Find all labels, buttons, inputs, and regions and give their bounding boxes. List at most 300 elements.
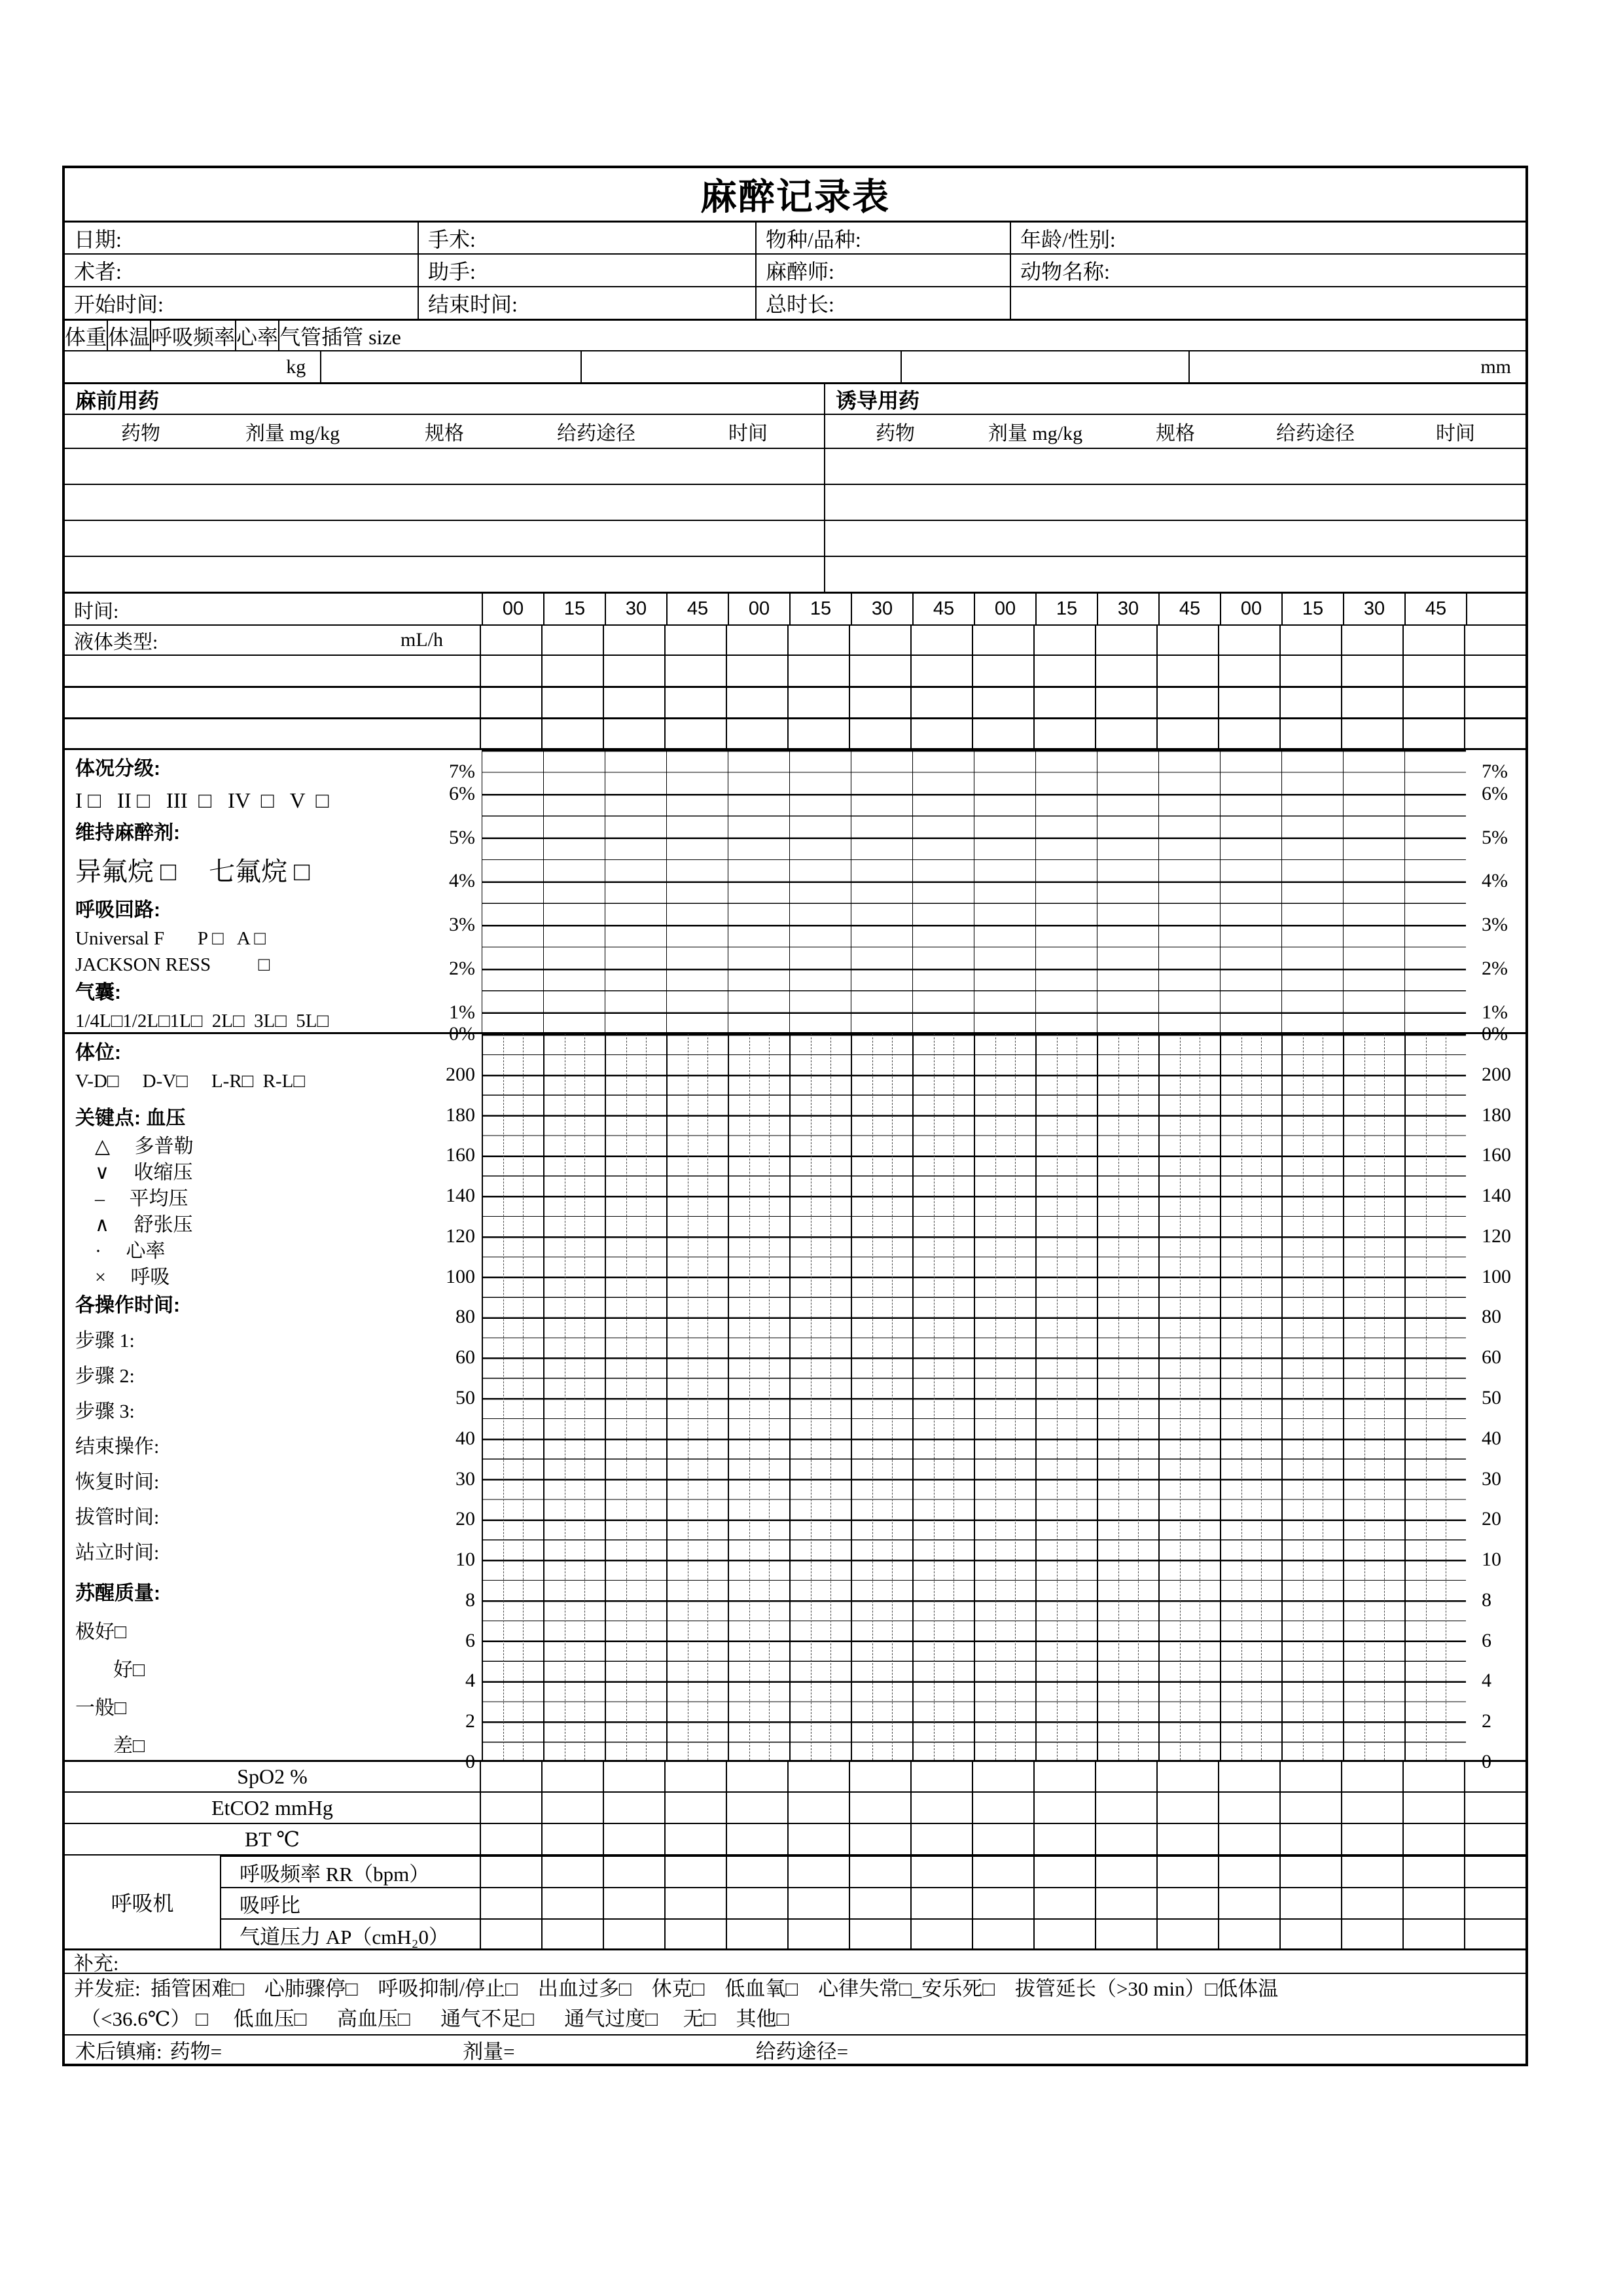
- time-slot-row: [65, 592, 1525, 624]
- drug-entry-row: [65, 520, 1525, 556]
- grid-cell[interactable]: [726, 1824, 787, 1854]
- medication-columns-row: [65, 414, 1525, 448]
- grid-cell[interactable]: [1279, 688, 1341, 717]
- chart-column: [605, 1034, 666, 1760]
- grid-cell[interactable]: [1033, 1888, 1095, 1918]
- fluid-unit-label: mL/h: [401, 629, 443, 651]
- grid-cell[interactable]: [480, 626, 541, 655]
- surgeon-field[interactable]: 术者:: [74, 260, 122, 283]
- grid-cell[interactable]: [972, 1762, 1033, 1791]
- grid-cell[interactable]: [1341, 688, 1402, 717]
- induction-entry[interactable]: [824, 521, 1525, 556]
- grid-cell[interactable]: [1402, 1793, 1464, 1823]
- grid-cell[interactable]: [1033, 626, 1095, 655]
- grid-cell[interactable]: [910, 1762, 972, 1791]
- grid-cell[interactable]: [1402, 1824, 1464, 1854]
- panel-line[interactable]: 极好□: [75, 1621, 127, 1643]
- chart-column: [1404, 750, 1466, 1032]
- grid-cell[interactable]: [787, 626, 849, 655]
- panel-line[interactable]: Universal F P □ A □: [75, 928, 266, 949]
- grid-cell[interactable]: [1279, 1793, 1341, 1823]
- grid-cell[interactable]: [480, 1888, 541, 1918]
- grid-cell[interactable]: [726, 626, 787, 655]
- grid-cell[interactable]: [1279, 1920, 1341, 1950]
- grid-cell[interactable]: [787, 1824, 849, 1854]
- grid-cell[interactable]: [1156, 1920, 1218, 1950]
- panel-line[interactable]: V-D□ D-V□ L-R□ R-L□: [75, 1071, 305, 1092]
- grid-cell[interactable]: [972, 626, 1033, 655]
- grid-cell[interactable]: [1402, 1762, 1464, 1791]
- surgery-field[interactable]: 手术:: [418, 223, 755, 253]
- grid-cell[interactable]: [541, 656, 603, 686]
- grid-cell[interactable]: [787, 1793, 849, 1823]
- grid-cell[interactable]: [541, 1824, 603, 1854]
- vitals-header-cell: 体温: [107, 321, 150, 350]
- grid-cell[interactable]: [849, 719, 910, 748]
- bt-label: BT ℃: [244, 1827, 300, 1851]
- premed-entry[interactable]: [65, 485, 824, 520]
- grid-cell[interactable]: [910, 719, 972, 748]
- premed-entry[interactable]: [65, 557, 824, 592]
- grid-cell[interactable]: [972, 1888, 1033, 1918]
- grid-cell[interactable]: [1464, 1824, 1525, 1854]
- grid-cell[interactable]: [541, 1920, 603, 1950]
- panel-line: 站立时间:: [75, 1542, 160, 1564]
- supplement-row[interactable]: [65, 1948, 1525, 1973]
- chart-column: [1097, 1034, 1158, 1760]
- start-time-field[interactable]: 开始时间:: [74, 293, 164, 316]
- chart-column: [912, 750, 974, 1032]
- grid-cell[interactable]: [726, 688, 787, 717]
- panel-line: △ 多普勒: [95, 1136, 194, 1157]
- title-row: [65, 168, 1525, 221]
- grid-cell[interactable]: [603, 626, 664, 655]
- etco2-row: [65, 1791, 1525, 1823]
- grid-cell[interactable]: [541, 626, 603, 655]
- axis-label: 7%: [1482, 761, 1508, 783]
- grid-cell[interactable]: [664, 1762, 726, 1791]
- grid-cell[interactable]: [1156, 1857, 1218, 1887]
- ventilator-rr-row: [221, 1856, 1525, 1887]
- grid-cell[interactable]: [1156, 626, 1218, 655]
- heart-rate-value-cell[interactable]: [901, 351, 1188, 382]
- axis-label: 3%: [1482, 914, 1508, 936]
- axis-label: 30: [1482, 1467, 1501, 1490]
- grid-cell[interactable]: [1033, 1793, 1095, 1823]
- grid-cell[interactable]: [1341, 1762, 1402, 1791]
- column-header: 剂量 mg/kg: [245, 423, 340, 444]
- vitals-value-row: [65, 350, 1525, 382]
- grid-cell[interactable]: [1095, 719, 1156, 748]
- panel-line[interactable]: 异氟烷 □ 七氟烷 □: [75, 857, 310, 886]
- postop-route-field[interactable]: 给药途径=: [755, 2040, 849, 2063]
- grid-cell[interactable]: [849, 688, 910, 717]
- induction-entry[interactable]: [824, 485, 1525, 520]
- grid-cell[interactable]: [1279, 626, 1341, 655]
- panel-line[interactable]: I □ II □ III □ IV □ V □: [75, 789, 329, 813]
- grid-cell[interactable]: [603, 1824, 664, 1854]
- premed-entry[interactable]: [65, 449, 824, 484]
- grid-cell[interactable]: [787, 1857, 849, 1887]
- vitals-grid: [482, 1034, 1466, 1760]
- column-header: 规格: [425, 423, 464, 444]
- grid-cell[interactable]: [1033, 719, 1095, 748]
- grid-cell[interactable]: [1402, 688, 1464, 717]
- grid-cell[interactable]: [910, 1824, 972, 1854]
- grid-cell[interactable]: [603, 1920, 664, 1950]
- legend-panel-lines: [75, 1038, 416, 1761]
- end-time-field[interactable]: 结束时间:: [418, 287, 755, 319]
- grid-cell[interactable]: [1156, 719, 1218, 748]
- grid-cell[interactable]: [849, 1762, 910, 1791]
- grid-cell[interactable]: [1341, 1793, 1402, 1823]
- species-field[interactable]: 物种/品种:: [755, 223, 1010, 253]
- chart-column: [728, 750, 789, 1032]
- grid-cell[interactable]: [480, 688, 541, 717]
- chart-column: [1404, 1034, 1466, 1760]
- axis-label: 180: [1482, 1103, 1511, 1126]
- axis-label: 5%: [449, 826, 475, 848]
- premed-title: 麻前用药: [75, 388, 160, 412]
- grid-cell[interactable]: [1464, 1857, 1525, 1887]
- grid-cell[interactable]: [726, 1857, 787, 1887]
- grid-cell[interactable]: [910, 656, 972, 686]
- grid-cell[interactable]: [726, 1888, 787, 1918]
- grid-cell[interactable]: [1156, 1888, 1218, 1918]
- grid-cell[interactable]: [849, 1793, 910, 1823]
- grid-cell[interactable]: [1218, 1793, 1279, 1823]
- age-sex-field[interactable]: 年龄/性别:: [1010, 223, 1525, 253]
- grid-cell[interactable]: [1279, 1888, 1341, 1918]
- grid-cell[interactable]: [1341, 626, 1402, 655]
- grid-cell[interactable]: [603, 1793, 664, 1823]
- weight-value-cell[interactable]: kg: [286, 355, 306, 378]
- grid-cell[interactable]: [910, 626, 972, 655]
- grid-cell[interactable]: [787, 656, 849, 686]
- column-header: 剂量 mg/kg: [988, 423, 1083, 444]
- ventilator-ap-row: [221, 1918, 1525, 1950]
- fluid-cells: [480, 626, 1525, 655]
- grid-cell[interactable]: [1464, 1793, 1525, 1823]
- percent-axis-left: [419, 750, 482, 1045]
- panel-line[interactable]: 好□: [113, 1659, 145, 1681]
- grid-cell[interactable]: [910, 1888, 972, 1918]
- grid-cell[interactable]: [972, 688, 1033, 717]
- grid-cell[interactable]: [480, 1762, 541, 1791]
- grid-cell[interactable]: [1464, 1888, 1525, 1918]
- grid-cell[interactable]: [480, 1824, 541, 1854]
- axis-label: 60: [455, 1346, 475, 1369]
- grid-cell[interactable]: [1341, 1888, 1402, 1918]
- panel-line[interactable]: 一般□: [75, 1697, 127, 1719]
- grid-cell[interactable]: [1156, 688, 1218, 717]
- chart-column: [1158, 750, 1220, 1032]
- grid-cell[interactable]: [603, 1762, 664, 1791]
- postop-drug-field[interactable]: 药物=: [169, 2040, 223, 2063]
- postop-dose-field[interactable]: 剂量=: [463, 2040, 515, 2063]
- grid-cell[interactable]: [1218, 1888, 1279, 1918]
- grid-cell[interactable]: [1464, 1762, 1525, 1791]
- respiration-value-cell[interactable]: [580, 351, 901, 382]
- grid-cell[interactable]: [1218, 1824, 1279, 1854]
- panel-line[interactable]: JACKSON RESS □: [75, 954, 270, 975]
- axis-label: 4%: [449, 870, 475, 892]
- grid-cell[interactable]: [726, 719, 787, 748]
- grid-cell[interactable]: [1156, 1762, 1218, 1791]
- grid-cell[interactable]: [972, 1857, 1033, 1887]
- info-blank-cell[interactable]: [1010, 287, 1525, 319]
- grid-cell[interactable]: [664, 626, 726, 655]
- grid-cell[interactable]: [1033, 1824, 1095, 1854]
- axis-label: 50: [455, 1387, 475, 1408]
- panel-line: 苏醒质量:: [75, 1583, 160, 1604]
- grid-cell[interactable]: [1279, 1824, 1341, 1854]
- grid-cell[interactable]: [1464, 719, 1525, 748]
- grid-cell[interactable]: [849, 656, 910, 686]
- grid-cell[interactable]: [1464, 626, 1525, 655]
- bt-row: [65, 1823, 1525, 1854]
- chart-column: [1097, 750, 1158, 1032]
- temperature-value-cell[interactable]: [320, 351, 580, 382]
- assistant-field[interactable]: 助手:: [418, 255, 755, 286]
- complications-line-1[interactable]: 并发症: 插管困难□ 心肺骤停□ 呼吸抑制/停止□ 出血过多□ 休克□ 低血氧□ 心律失常□_安乐死□ 拔管延长（>30 min）□低体温: [74, 1977, 1279, 2000]
- grid-cell[interactable]: [787, 1762, 849, 1791]
- ventilator-label: 呼吸机: [65, 1856, 221, 1948]
- grid-cell[interactable]: [541, 688, 603, 717]
- chart-column: [1035, 1034, 1097, 1760]
- grid-cell[interactable]: [1033, 1920, 1095, 1950]
- grid-cell[interactable]: [972, 1824, 1033, 1854]
- grid-cell[interactable]: [1095, 1762, 1156, 1791]
- grid-cell[interactable]: [1218, 1920, 1279, 1950]
- grid-cell[interactable]: [603, 1857, 664, 1887]
- grid-cell[interactable]: [849, 1824, 910, 1854]
- axis-label: 4%: [1482, 870, 1508, 892]
- grid-cell[interactable]: [787, 1920, 849, 1950]
- drug-entry-row: [65, 556, 1525, 592]
- grid-cell[interactable]: [664, 719, 726, 748]
- grid-cell[interactable]: [1033, 688, 1095, 717]
- rr-label: 呼吸频率 RR（bpm）: [240, 1862, 430, 1886]
- grid-cell[interactable]: [664, 656, 726, 686]
- premed-columns: [65, 415, 824, 448]
- grid-cell[interactable]: [1402, 656, 1464, 686]
- grid-cell[interactable]: [1156, 1793, 1218, 1823]
- grid-cell[interactable]: [480, 656, 541, 686]
- grid-cell[interactable]: [972, 719, 1033, 748]
- grid-cell[interactable]: [664, 1793, 726, 1823]
- grid-cell[interactable]: [1218, 719, 1279, 748]
- grid-cell[interactable]: [1218, 688, 1279, 717]
- grid-cell[interactable]: [1218, 626, 1279, 655]
- fluid-blank-label[interactable]: [65, 656, 480, 686]
- tube-size-value-cell[interactable]: mm: [1188, 351, 1525, 382]
- axis-label: 60: [1482, 1346, 1501, 1369]
- axis-label: 120: [446, 1225, 475, 1247]
- grid-cell[interactable]: [541, 1762, 603, 1791]
- grid-cell[interactable]: [1218, 1857, 1279, 1887]
- induction-entry[interactable]: [824, 449, 1525, 484]
- time-slot: 45: [1404, 594, 1466, 624]
- fluid-blank-row: [65, 717, 1525, 748]
- grid-cell[interactable]: [849, 626, 910, 655]
- grid-cell[interactable]: [726, 656, 787, 686]
- grid-cell[interactable]: [1402, 626, 1464, 655]
- induction-entry[interactable]: [824, 557, 1525, 592]
- grid-cell[interactable]: [603, 1888, 664, 1918]
- grid-cell[interactable]: [1279, 1857, 1341, 1887]
- etco2-label: EtCO2 mmHg: [211, 1795, 333, 1820]
- grid-cell[interactable]: [910, 1920, 972, 1950]
- grid-cell[interactable]: [1402, 1920, 1464, 1950]
- grid-cell[interactable]: [910, 688, 972, 717]
- grid-cell[interactable]: [480, 1920, 541, 1950]
- grid-cell[interactable]: [1095, 656, 1156, 686]
- grid-cell[interactable]: [541, 1857, 603, 1887]
- time-slots: [482, 594, 1466, 624]
- chart-column: [974, 1034, 1035, 1760]
- grid-cell[interactable]: [1095, 626, 1156, 655]
- grid-cell[interactable]: [1464, 656, 1525, 686]
- axis-label: 1%: [449, 1001, 475, 1023]
- percent-grid: [482, 750, 1466, 1032]
- grid-cell[interactable]: [1095, 1888, 1156, 1918]
- grid-cell[interactable]: [1033, 1857, 1095, 1887]
- time-slot-extra[interactable]: [1466, 594, 1525, 624]
- grid-cell[interactable]: [787, 1888, 849, 1918]
- grid-cell[interactable]: [664, 688, 726, 717]
- grid-cell[interactable]: [1279, 719, 1341, 748]
- grid-cell[interactable]: [910, 1857, 972, 1887]
- column-header: 规格: [1156, 423, 1195, 444]
- grid-cell[interactable]: [1218, 1762, 1279, 1791]
- fluid-blank-row: [65, 655, 1525, 686]
- total-duration-field[interactable]: 总时长:: [755, 287, 1010, 319]
- panel-line[interactable]: 差□: [113, 1735, 145, 1757]
- grid-cell[interactable]: [849, 1920, 910, 1950]
- grid-cell[interactable]: [787, 688, 849, 717]
- date-field[interactable]: 日期:: [74, 227, 122, 251]
- chart-column: [543, 750, 605, 1032]
- grid-cell[interactable]: [480, 719, 541, 748]
- grid-cell[interactable]: [1341, 1857, 1402, 1887]
- grid-cell[interactable]: [1033, 656, 1095, 686]
- grid-cell[interactable]: [1402, 1888, 1464, 1918]
- panel-line: 步骤 1:: [75, 1330, 135, 1352]
- vitals-header-cell: 心率: [235, 321, 278, 350]
- ie-ratio-label: 吸呼比: [240, 1893, 300, 1917]
- grid-cell[interactable]: [541, 1888, 603, 1918]
- axis-label: 200: [446, 1063, 475, 1085]
- chart-column: [666, 1034, 728, 1760]
- axis-label: 10: [455, 1549, 475, 1571]
- grid-cell[interactable]: [480, 1793, 541, 1823]
- complications-line-2[interactable]: （<36.6℃） □ 低血压□ 高血压□ 通气不足□ 通气过度□ 无□ 其他□: [80, 2007, 789, 2030]
- grid-cell[interactable]: [1402, 1857, 1464, 1887]
- grid-cell[interactable]: [1218, 656, 1279, 686]
- grid-cell[interactable]: [1341, 719, 1402, 748]
- axis-label: 30: [455, 1467, 475, 1490]
- grid-cell[interactable]: [1402, 719, 1464, 748]
- anesthetist-field[interactable]: 麻醉师:: [755, 255, 1010, 286]
- axis-label: 6: [465, 1629, 475, 1651]
- medication-section-header: [65, 382, 1525, 414]
- grid-cell[interactable]: [664, 1857, 726, 1887]
- grid-cell[interactable]: [726, 1920, 787, 1950]
- axis-label: 7%: [449, 761, 475, 783]
- grid-cell[interactable]: [541, 1793, 603, 1823]
- grid-cell[interactable]: [972, 1920, 1033, 1950]
- grid-cell[interactable]: [480, 1857, 541, 1887]
- fluid-blank-label[interactable]: [65, 688, 480, 717]
- panel-line: 关键点: 血压: [75, 1107, 186, 1129]
- panel-line: 步骤 3:: [75, 1401, 135, 1422]
- time-slot: 45: [666, 594, 728, 624]
- grid-cell[interactable]: [1279, 656, 1341, 686]
- info-row-3: [65, 286, 1525, 319]
- grid-cell[interactable]: [1095, 1824, 1156, 1854]
- grid-cell[interactable]: [1341, 656, 1402, 686]
- grid-cell[interactable]: [664, 1888, 726, 1918]
- grid-cell[interactable]: [849, 1888, 910, 1918]
- time-slot: 30: [1343, 594, 1404, 624]
- grid-cell[interactable]: [1464, 1920, 1525, 1950]
- grid-cell[interactable]: [1341, 1824, 1402, 1854]
- grid-cell[interactable]: [1156, 656, 1218, 686]
- grid-cell[interactable]: [603, 656, 664, 686]
- panel-line[interactable]: 1/4L□1/2L□1L□ 2L□ 3L□ 5L□: [75, 1011, 329, 1031]
- grid-cell[interactable]: [1464, 688, 1525, 717]
- axis-label: 200: [1482, 1063, 1511, 1085]
- grid-cell[interactable]: [726, 1793, 787, 1823]
- anesthesia-record-form: [62, 166, 1528, 2066]
- grid-cell[interactable]: [664, 1920, 726, 1950]
- axis-label: 20: [1482, 1508, 1501, 1530]
- panel-line: 步骤 2:: [75, 1365, 135, 1387]
- grid-cell[interactable]: [910, 1793, 972, 1823]
- grid-cell[interactable]: [1341, 1920, 1402, 1950]
- grid-cell[interactable]: [1033, 1762, 1095, 1791]
- premed-entry[interactable]: [65, 521, 824, 556]
- axis-label: 160: [1482, 1144, 1511, 1166]
- grid-cell[interactable]: [849, 1857, 910, 1887]
- grid-cell[interactable]: [1279, 1762, 1341, 1791]
- axis-label: 40: [455, 1427, 475, 1449]
- grid-cell[interactable]: [603, 688, 664, 717]
- fluid-blank-label[interactable]: [65, 719, 480, 748]
- panel-line: 体位:: [75, 1042, 121, 1064]
- chart-column: [789, 1034, 851, 1760]
- grid-cell[interactable]: [972, 1793, 1033, 1823]
- vitals-header-cell: 体重: [65, 325, 107, 349]
- chart-column: [1343, 1034, 1404, 1760]
- panel-line: 呼吸回路:: [75, 899, 160, 921]
- grid-cell[interactable]: [603, 719, 664, 748]
- grid-cell[interactable]: [1156, 1824, 1218, 1854]
- grid-cell[interactable]: [664, 1824, 726, 1854]
- grid-cell[interactable]: [541, 719, 603, 748]
- grid-cell[interactable]: [1095, 1793, 1156, 1823]
- grid-cell[interactable]: [972, 656, 1033, 686]
- grid-cell[interactable]: [726, 1762, 787, 1791]
- axis-label: 160: [446, 1144, 475, 1166]
- animal-name-field[interactable]: 动物名称:: [1010, 255, 1525, 286]
- grid-cell[interactable]: [1095, 1857, 1156, 1887]
- grid-cell[interactable]: [1095, 688, 1156, 717]
- grid-cell[interactable]: [1095, 1920, 1156, 1950]
- grid-cell[interactable]: [787, 719, 849, 748]
- axis-label: 2%: [449, 957, 475, 979]
